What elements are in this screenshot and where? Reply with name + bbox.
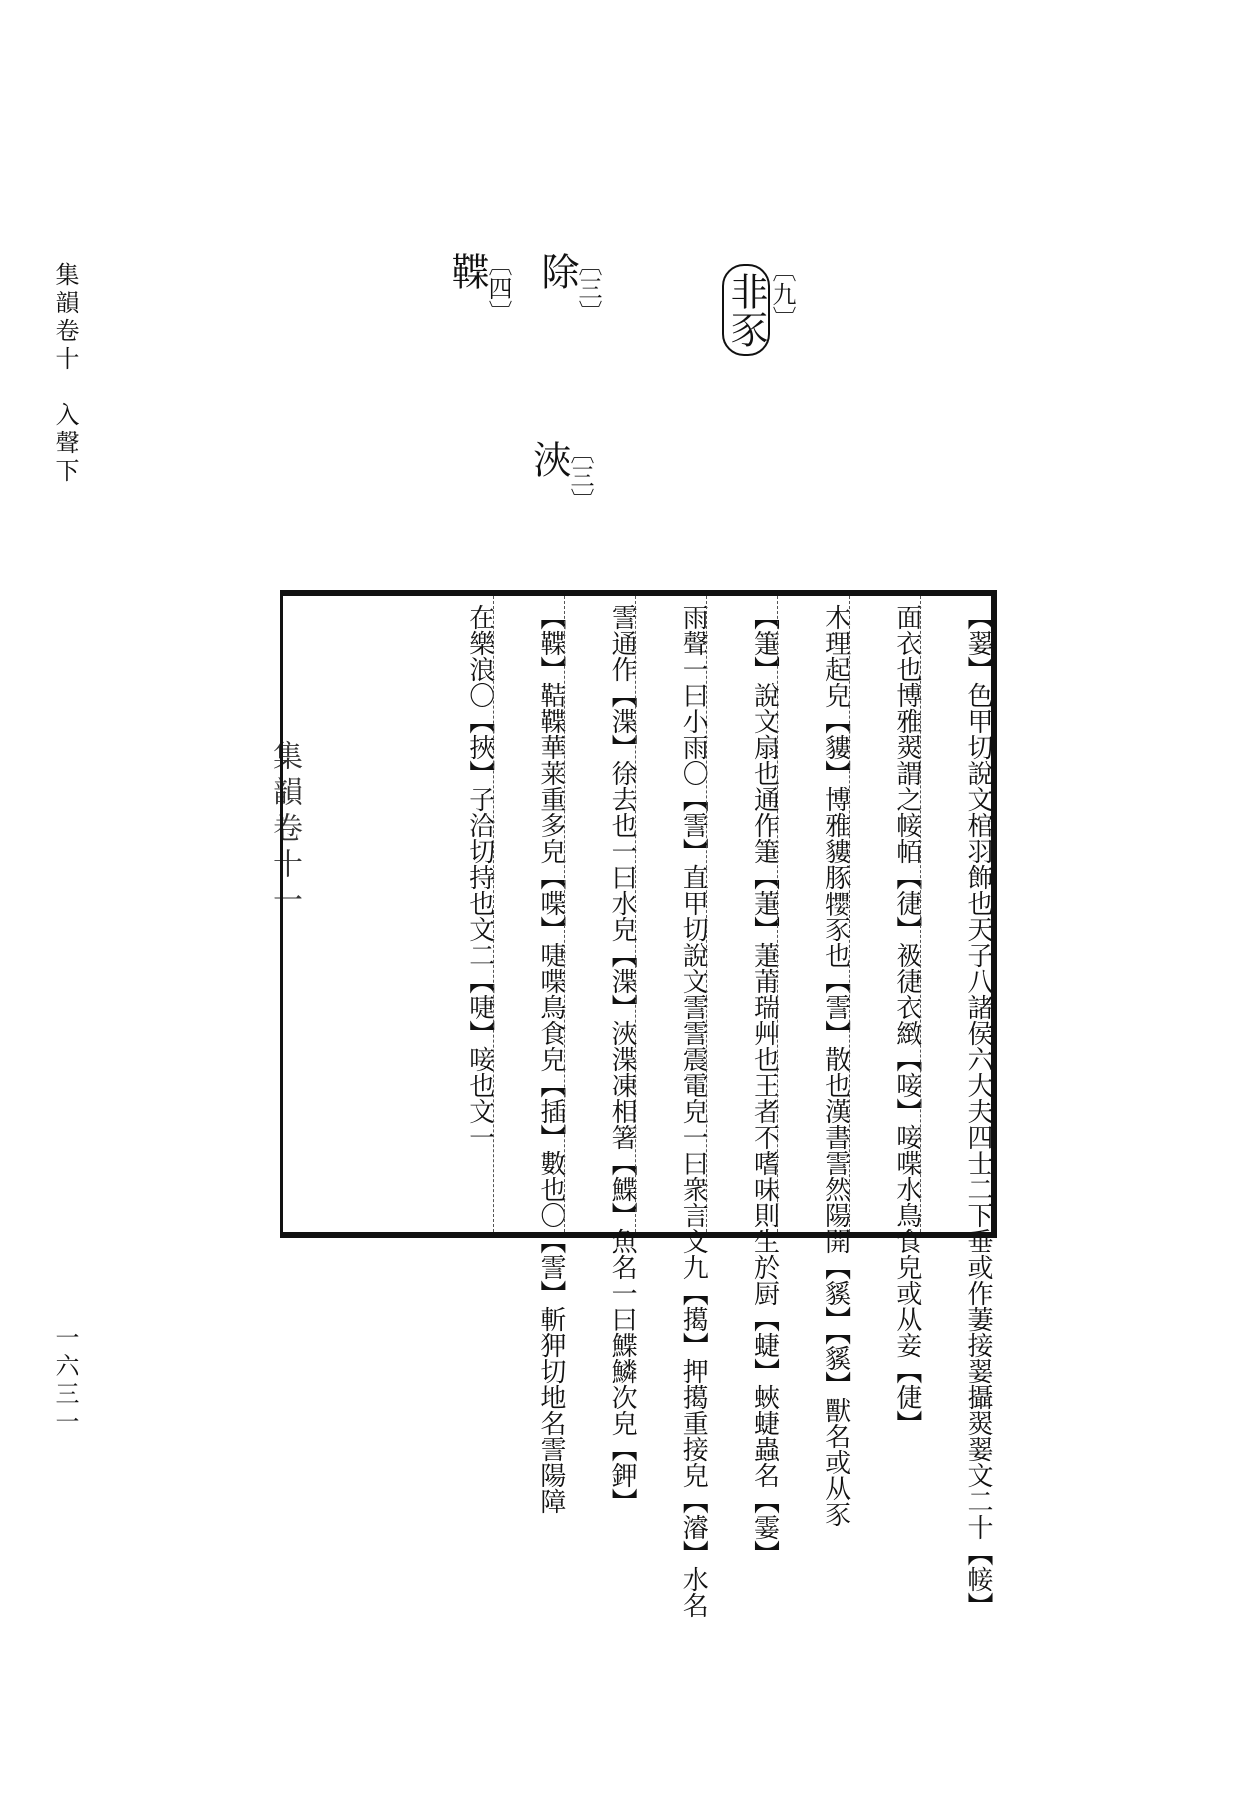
note-number: 〔三〕 — [566, 440, 594, 512]
text-column-5: 雨聲一曰小雨〇【霅】直甲切說文霅霅震電皃一曰衆言文九【擖】押擖重接皃【濬】水名 — [635, 596, 706, 1232]
note-circled-text: 豕 — [724, 310, 768, 348]
text-columns — [283, 596, 993, 1618]
note-text: 鞢 — [445, 252, 489, 290]
note-text: 浹 — [527, 440, 571, 478]
note-number: 〔三〕 — [574, 252, 602, 324]
text-column-6: 霅通作【渫】徐去也一曰水皃【渫】浹渫凍相箸【鰈】魚名一曰鰈鱗次皃【鉀】 — [564, 596, 635, 1232]
note-text: 除 — [535, 252, 579, 290]
side-title: 集韻卷十 入聲下 — [51, 262, 79, 486]
collation-note-3 — [527, 440, 594, 512]
text-column-2: 面衣也博雅翜謂之帹帞【徢】衱徢衣緻【唼】唼喋水鳥食皃或从妾【倢】 — [849, 596, 920, 1232]
text-column-4: 【箑】說文扇也通作箑【萐】萐莆瑞艸也王者不嗜味則生於厨【蜨】蛺蜨蟲名【霎】 — [706, 596, 777, 1232]
text-column-7: 【鞢】鞊鞢華莱重多皃【喋】啑喋鳥食皃【插】數也〇【霅】斬狎切地名霅陽障 — [493, 596, 564, 1232]
note-number: 〔九〕 — [768, 258, 796, 330]
circled-correction — [722, 264, 770, 356]
text-column-1: 【翣】色甲切說文棺羽飾也天子八諸侯六大夫四士二下垂或作萋接翣攝翜翣文二十【帹】 — [920, 596, 991, 1232]
collation-note-4 — [445, 252, 512, 324]
text-column-8: 在樂浪〇【挾】子洽切持也文二【啑】唼也文一 — [464, 604, 495, 1150]
margin-text: 集韻卷十一 — [267, 740, 302, 920]
side-page-number: 一六三一 — [51, 1325, 79, 1437]
text-column-3: 木理起皃【貗】博雅貗豚𤜉豕也【霅】散也漢書霅然陽開【貕】【貕】獸名或从豕 — [777, 596, 848, 1232]
collation-note-9 — [722, 258, 794, 356]
collation-note-2 — [535, 252, 602, 324]
text-frame — [280, 590, 997, 1618]
note-number: 〔四〕 — [484, 252, 512, 324]
note-text: 非 — [724, 272, 768, 310]
